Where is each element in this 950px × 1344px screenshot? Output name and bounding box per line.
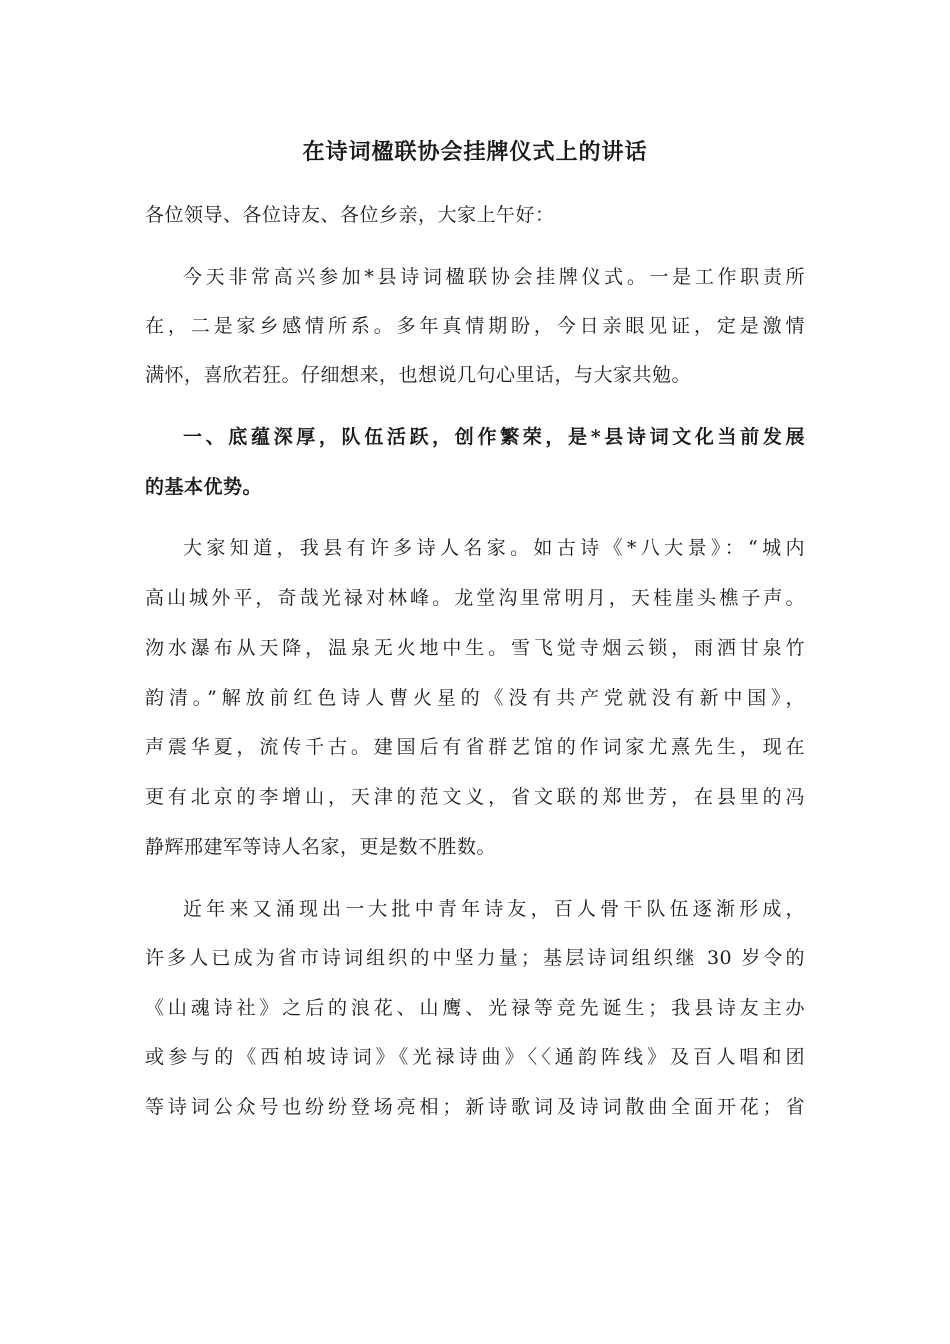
paragraph-2-line-5: 声震华夏，流传千古。建国后有省群艺馆的作词家尤熹先生，现在 [145,736,805,758]
paragraph-3-line-1: 近年来又涌现出一大批中青年诗友，百人骨干队伍逐渐形成， [183,898,805,920]
section-heading-1-line-2: 的基本优势。 [145,476,263,498]
paragraph-2-line-1: 大家知道，我县有许多诗人名家。如古诗《*八大景》：“城内 [183,537,805,559]
document-title: 在诗词楹联协会挂牌仪式上的讲话 [302,139,648,165]
paragraph-1-line-1: 今天非常高兴参加*县诗词楹联协会挂牌仪式。一是工作职责所 [183,266,805,288]
section-heading-1-line-1: 一、底蕴深厚，队伍活跃，创作繁荣，是*县诗词文化当前发展 [183,426,805,448]
paragraph-2-line-3: 沕水瀑布从天降，温泉无火地中生。雪飞觉寺烟云锁，雨洒甘泉竹 [145,637,805,659]
paragraph-3-line-4: 或参与的《西柏坡诗词》《光禄诗曲》〈〈通韵阵线》及百人唱和团 [145,1046,805,1068]
paragraph-2-line-2: 高山城外平，奇哉光禄对林峰。龙堂沟里常明月，天桂崖头樵子声。 [145,587,805,609]
paragraph-2-line-6: 更有北京的李增山，天津的范文义，省文联的郑世芳，在县里的冯 [145,786,805,808]
paragraph-3-line-2: 许多人已成为省市诗词组织的中坚力量；基层诗词组织继 30 岁令的 [145,947,805,969]
paragraph-2-line-4: 韵清。”解放前红色诗人曹火星的《没有共产党就没有新中国》， [145,687,805,709]
paragraph-3-line-5: 等诗词公众号也纷纷登场亮相；新诗歌词及诗词散曲全面开花；省 [145,1096,805,1118]
paragraph-1-line-3: 满怀，喜欣若狂。仔细想来，也想说几句心里话，与大家共勉。 [145,364,692,386]
greeting-line: 各位领导、各位诗友、各位乡亲，大家上午好： [145,204,555,226]
paragraph-3-line-3: 《山魂诗社》之后的浪花、山鹰、光禄等竞先诞生；我县诗友主办 [145,997,805,1019]
paragraph-2-line-7: 静辉邢建军等诗人名家，更是数不胜数。 [145,836,497,858]
paragraph-1-line-2: 在，二是家乡感情所系。多年真情期盼，今日亲眼见证，定是激情 [145,315,805,337]
